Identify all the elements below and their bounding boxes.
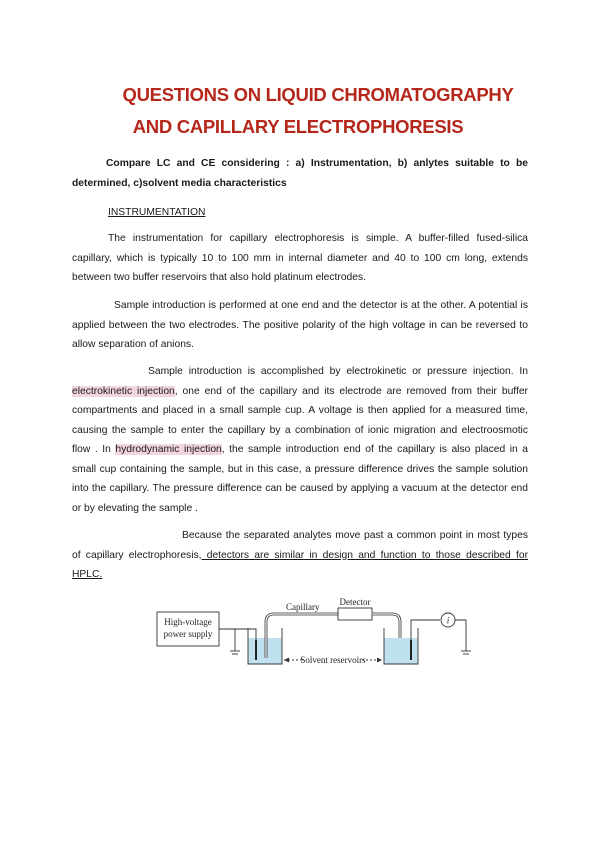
section-heading: INSTRUMENTATION bbox=[108, 207, 206, 218]
ground-symbol-left bbox=[230, 629, 240, 654]
capillary-label: Capillary bbox=[286, 602, 320, 612]
ammeter-symbol: i bbox=[446, 615, 450, 626]
paragraph-detectors: Because the separated analytes move past a common point in most types of capillary electrophoresis, detectors are similar in design and function to those described for HPLC. bbox=[72, 530, 528, 580]
ground-symbol-right bbox=[455, 620, 471, 654]
paragraph-instrumentation: The instrumentation for capillary electrophoresis is simple. A buffer-filled fused-silica capillary, which is typically 10 to 100 mm in internal diameter and 40 to 100 cm long, extends between two buffer reservoirs that also hold platinum electrodes. bbox=[72, 233, 528, 283]
ce-apparatus-diagram bbox=[150, 596, 480, 676]
power-supply-label-2: power supply bbox=[163, 629, 213, 639]
return-wire bbox=[411, 620, 440, 640]
detector-box bbox=[338, 608, 372, 620]
underlined-detector-note: , detectors are similar in design and function to those described for HPLC. bbox=[72, 549, 528, 580]
paragraph-injection: Sample introduction is accomplished by electrokinetic or pressure injection. In electrokinetic injection, one end of the capillary and its electrode are removed from their buffer compartments and placed in a small sample cup. A voltage is then applied for a measured time, causing the sample to enter the capillary by a combination of ionic migration and electroosmotic flow . In hydrodynamic injection, the sample introduction end of the capillary is also placed in a small cup containing the sample, but in this case, a pressure difference drives the sample solution into the capillary. The pressure difference can be caused by applying a vacuum at the detector end or by elevating the sample . bbox=[72, 366, 528, 514]
highlight-electrokinetic-injection: electrokinetic injection bbox=[72, 385, 175, 397]
question-text: Compare LC and CE considering : a) Instrumentation, b) anlytes suitable to be determined, c)solvent media characteristics bbox=[72, 158, 528, 189]
solvent-reservoirs-label: Solvent reservoirs bbox=[300, 655, 366, 665]
title-line-1: QUESTIONS ON LIQUID CHROMATOGRAPHY bbox=[122, 84, 514, 105]
title-line-2: AND CAPILLARY ELECTROPHORESIS bbox=[132, 116, 464, 137]
power-supply-label-1: High-voltage bbox=[164, 617, 212, 627]
detector-label: Detector bbox=[339, 597, 371, 607]
highlight-hydrodynamic-injection: hydrodynamic injection bbox=[115, 444, 222, 455]
paragraph-sample-introduction: Sample introduction is performed at one end and the detector is at the other. A potential is applied between the two electrodes. The positive polarity of the high voltage in can be reversed to allow separation of anions. bbox=[72, 300, 528, 350]
right-reservoir-solution bbox=[384, 638, 418, 664]
